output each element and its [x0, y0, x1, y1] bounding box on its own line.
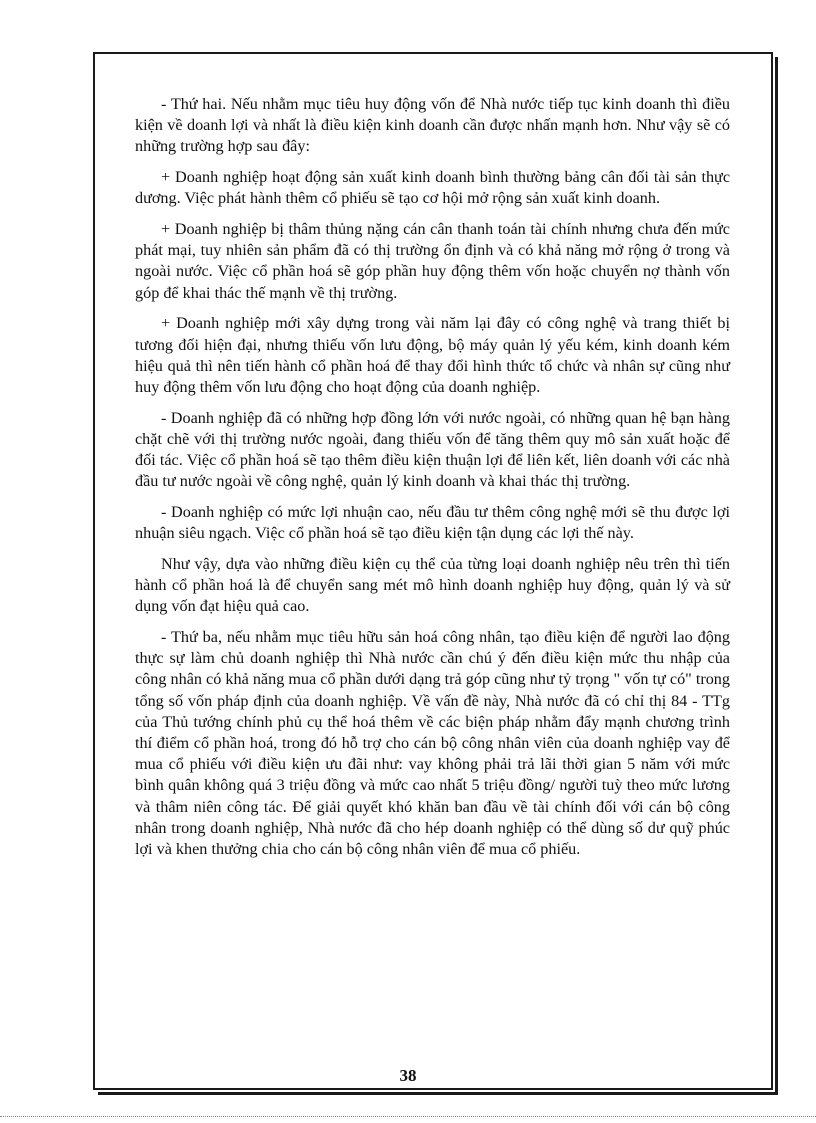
paragraph-2: + Doanh nghiệp hoạt động sản xuất kinh doanh bình thường bảng cân đối tài sản thực dương. Việc phát hành thêm cổ phiếu sẽ tạo cơ hội mở rộng sản xuất kinh doanh.: [135, 168, 730, 208]
document-body: [135, 94, 730, 870]
paragraph-5: - Doanh nghiệp đã có những hợp đồng lớn với nước ngoài, có những quan hệ bạn hàng chặt chẽ với thị trường nước ngoài, đang thiếu vốn để tăng thêm quy mô sản xuất hoặc để đối tác. Việc cổ phần hoá sẽ tạo thêm điều kiện thuận lợi để liên kết, liên doanh với các nhà đầu tư nước ngoài về công nghệ, quản lý kinh doanh và khai thác thị trường.: [135, 408, 730, 491]
paragraph-8: - Thứ ba, nếu nhằm mục tiêu hữu sản hoá công nhân, tạo điều kiện để người lao động thực sự làm chủ doanh nghiệp thì Nhà nước cần chú ý đến điều kiện mức thu nhập của công nhân có khả năng mua cổ phần dưới dạng trả góp cũng như tỷ trọng " vốn tự có" trong tổng số vốn pháp định của doanh nghiệp. Về vấn đề này, Nhà nước đã có chỉ thị 84 - TTg của Thủ tướng chính phủ cụ thể hoá thêm về các biện pháp nhằm đẩy mạnh chương trình thí điểm cổ phần hoá, trong đó hỗ trợ cho cán bộ công nhân viên của doanh nghiệp vay để mua cổ phiếu với điều kiện ưu đãi như: vay không phải trả lãi thời gian 5 năm với mức bình quân không quá 3 triệu đồng và mức cao nhất 5 triệu đồng/ người tuỳ theo mức lương và thâm niên công tác. Để giải quyết khó khăn ban đầu về tài chính đối với cán bộ công nhân trong doanh nghiệp, Nhà nước đã cho hép doanh nghiệp có thể dùng số dư quỹ phúc lợi và khen thưởng chia cho cán bộ công nhân viên để mua cổ phiếu.: [135, 627, 730, 858]
paragraph-4: + Doanh nghiệp mới xây dựng trong vài năm lại đây có công nghệ và trang thiết bị tương đối hiện đại, nhưng thiếu vốn lưu động, bộ máy quản lý yếu kém, kinh doanh kém hiệu quả thì nên tiến hành cổ phần hoá để thay đổi hình thức tổ chức và nhân sự cũng như huy động thêm vốn lưu động cho hoạt động của doanh nghiệp.: [135, 314, 730, 396]
paragraph-3: + Doanh nghiệp bị thâm thủng nặng cán cân thanh toán tài chính nhưng chưa đến mức phát mại, tuy nhiên sản phẩm đã có thị trường ổn định và có khả năng mở rộng ở trong và ngoài nước. Việc cổ phần hoá sẽ góp phần huy động thêm vốn hoặc chuyển nợ thành vốn góp để khai thác thế mạnh về thị trường.: [135, 220, 730, 302]
paragraph-7: Như vậy, dựa vào những điều kiện cụ thể của từng loại doanh nghiệp nêu trên thì tiến hành cổ phần hoá là để chuyển sang mét mô hình doanh nghiệp huy động, quản lý và sử dụng vốn đạt hiệu quả cao.: [135, 554, 730, 616]
page-number: 38: [399, 1066, 417, 1085]
bottom-divider: [0, 1116, 816, 1117]
paragraph-6: - Doanh nghiệp có mức lợi nhuận cao, nếu đầu tư thêm công nghệ mới sẽ thu được lợi nhuận siêu ngạch. Việc cổ phần hoá sẽ tạo điều kiện tận dụng các lợi thế này.: [135, 502, 730, 543]
paragraph-1: - Thứ hai. Nếu nhằm mục tiêu huy động vốn để Nhà nước tiếp tục kinh doanh thì điều kiện về doanh lợi và nhất là điều kiện kinh doanh cần được nhấn mạnh hơn. Như vậy sẽ có những trường hợp sau đây:: [135, 95, 730, 156]
